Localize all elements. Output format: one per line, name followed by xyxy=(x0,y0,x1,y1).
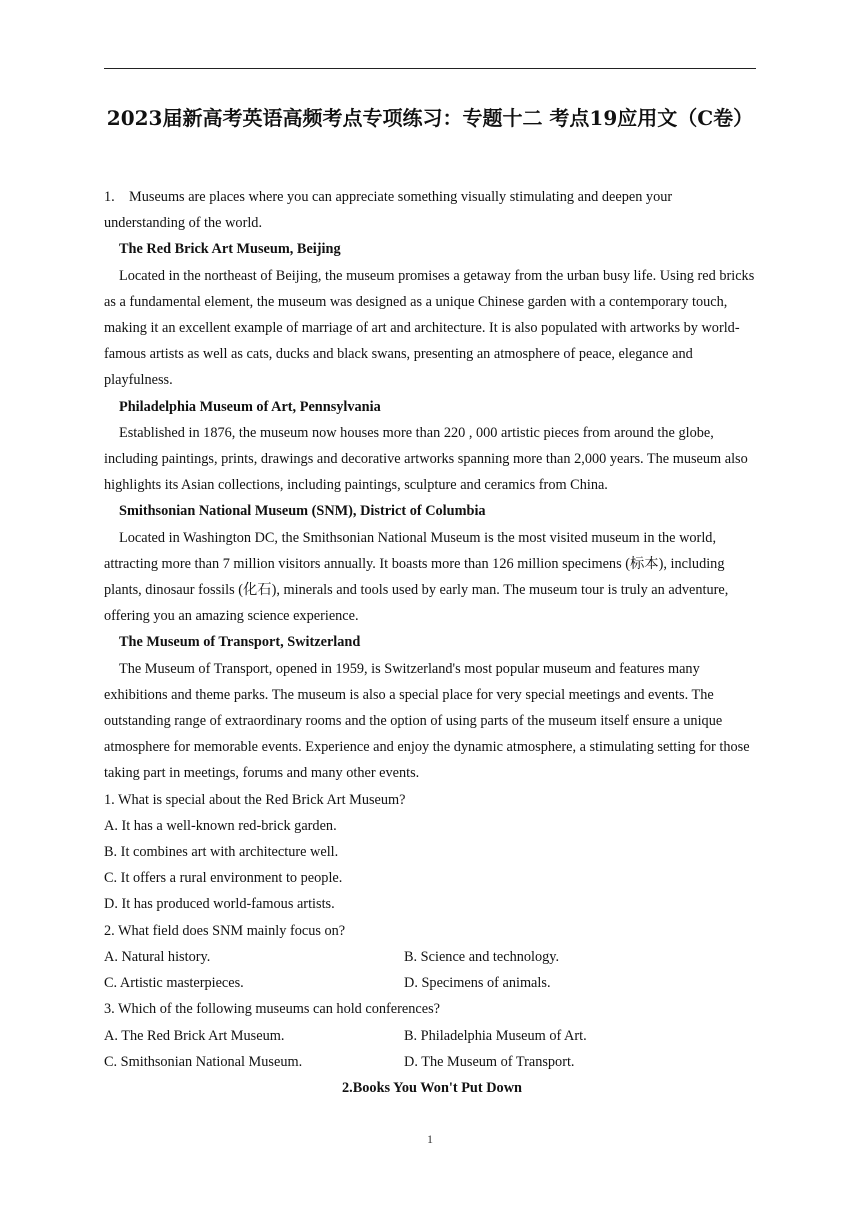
question-option: C. Artistic masterpieces. xyxy=(104,975,244,992)
museum-paragraph: Located in Washington DC, the Smithsonian National Museum is the most visited museum in the world, attracting more than 7 million visitors annually. It boasts more than 126 million specimens (标本), including plants, dinosaur fossils (化石), minerals and tools used by early man. The museum tour is truly an adventure, offering you an amazing science experience. xyxy=(104,529,729,625)
intro-line-2: understanding of the world. xyxy=(104,215,263,232)
document-body xyxy=(104,184,760,1101)
option-row xyxy=(104,1049,760,1075)
question-stem: 1. What is special about the Red Brick Art Museum? xyxy=(104,791,406,808)
museum-paragraph: Established in 1876, the museum now houses more than 220 , 000 artistic pieces from around the globe, including paintings, prints, drawings and decorative artworks spanning more than 2,000 years. The museum also highlights its Asian collections, including paintings, sculpture and ceramics from China. xyxy=(104,424,748,494)
header-rule xyxy=(104,68,756,69)
question-option: B. Philadelphia Museum of Art. xyxy=(404,1027,587,1044)
intro-line-1: 1. Museums are places where you can appreciate something visually stimulating and deepen your xyxy=(104,189,673,205)
question-option: D. The Museum of Transport. xyxy=(404,1053,575,1070)
passage-intro xyxy=(104,184,760,236)
question-option: C. Smithsonian National Museum. xyxy=(104,1053,303,1070)
option-row xyxy=(104,944,760,970)
museum-heading: The Museum of Transport, Switzerland xyxy=(119,634,361,651)
question-option: D. Specimens of animals. xyxy=(404,975,551,992)
option-row xyxy=(104,1023,760,1049)
page-number: 1 xyxy=(427,1132,433,1146)
question-stem: 3. Which of the following museums can hold conferences? xyxy=(104,1001,441,1018)
question-option: C. It offers a rural environment to people. xyxy=(104,870,343,887)
question-option: A. The Red Brick Art Museum. xyxy=(104,1027,285,1044)
document-title: 2023届新高考英语高频考点专项练习：专题十二 考点19应用文（C卷） xyxy=(106,106,754,130)
museum-paragraph: The Museum of Transport, opened in 1959, is Switzerland's most popular museum and features many exhibitions and theme parks. The museum is also a special place for very special meetings and events. The outstanding range of extraordinary rooms and the option of using parts of the museum itself ensure a unique atmosphere for memorable events. Experience and enjoy the dynamic atmosphere, a stimulating setting for those taking part in meetings, forums and many other events. xyxy=(104,660,750,782)
museum-heading: Philadelphia Museum of Art, Pennsylvania xyxy=(119,398,381,415)
question-option: A. It has a well-known red-brick garden. xyxy=(104,817,337,834)
question-option: A. Natural history. xyxy=(104,948,211,965)
option-row xyxy=(104,970,760,996)
question-option: D. It has produced world-famous artists. xyxy=(104,896,335,913)
museum-heading: The Red Brick Art Museum, Beijing xyxy=(119,241,341,258)
question-option: B. It combines art with architecture well. xyxy=(104,844,339,861)
passage-2-title: 2.Books You Won't Put Down xyxy=(342,1079,522,1096)
museum-heading: Smithsonian National Museum (SNM), District of Columbia xyxy=(119,503,486,520)
question-option: B. Science and technology. xyxy=(404,948,560,965)
museum-paragraph: Located in the northeast of Beijing, the museum promises a getaway from the urban busy life. Using red bricks as a fundamental element, the museum was designed as a unique Chinese garden with a contemporary touch, making it an excellent example of marriage of art and architecture. It is also populated with artworks by world-famous artists as well as cats, ducks and black swans, presenting an atmosphere of peace, elegance and playfulness. xyxy=(104,267,755,389)
question-stem: 2. What field does SNM mainly focus on? xyxy=(104,922,346,939)
